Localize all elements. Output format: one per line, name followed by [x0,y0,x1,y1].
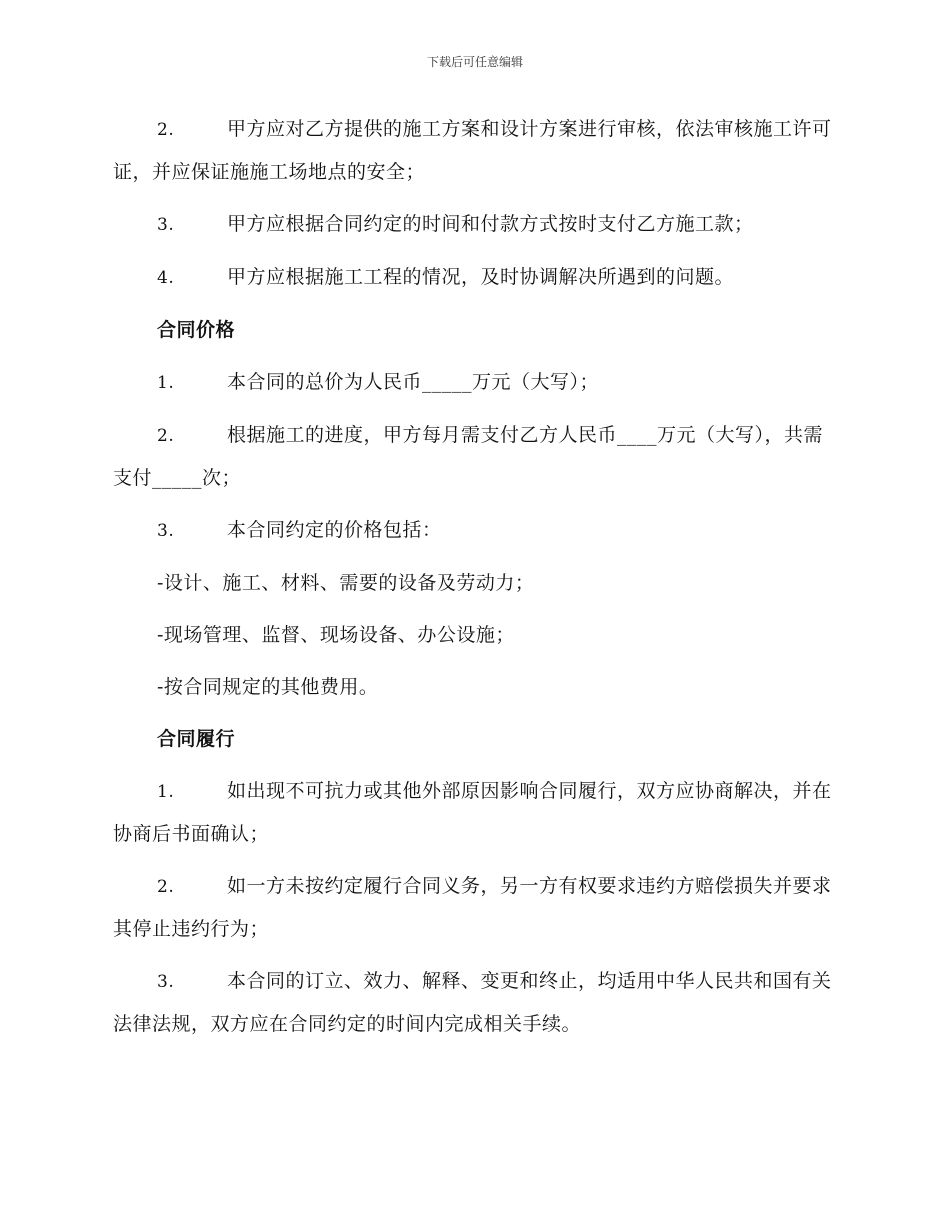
document-body [113,108,838,1055]
section-heading-price: 合同价格 [157,319,236,341]
section-heading-performance: 合同履行 [157,728,236,750]
list-item: 2. 根据施工的进度，甲方每月需支付乙方人民币____万元（大写），共需支付_____次； [113,424,824,489]
list-item: 2. 甲方应对乙方提供的施工方案和设计方案进行审核，依法审核施工许可证，并应保证施施工场地点的安全； [113,118,832,183]
list-item: 2. 如一方未按约定履行合同义务，另一方有权要求违约方赔偿损失并要求其停止违约行为； [113,875,832,940]
list-item: 4. 甲方应根据施工工程的情况，及时协调解决所遇到的问题。 [157,266,735,288]
list-item: 3. 本合同的订立、效力、解释、变更和终止，均适用中华人民共和国有关法律法规，双方应在合同约定的时间内完成相关手续。 [113,970,832,1035]
bullet-item: -按合同规定的其他费用。 [157,676,379,698]
page-header: 下载后可任意编辑 [426,55,523,69]
list-item: 3. 甲方应根据合同约定的时间和付款方式按时支付乙方施工款； [157,213,754,235]
list-item: 1. 如出现不可抗力或其他外部原因影响合同履行，双方应协商解决，并在协商后书面确认； [113,780,832,845]
bullet-item: -现场管理、监督、现场设备、办公设施； [157,624,515,646]
list-item: 1. 本合同的总价为人民币_____万元（大写）； [157,371,600,393]
bullet-item: -设计、施工、材料、需要的设备及劳动力； [157,572,535,594]
list-item: 3. 本合同约定的价格包括： [157,519,442,541]
